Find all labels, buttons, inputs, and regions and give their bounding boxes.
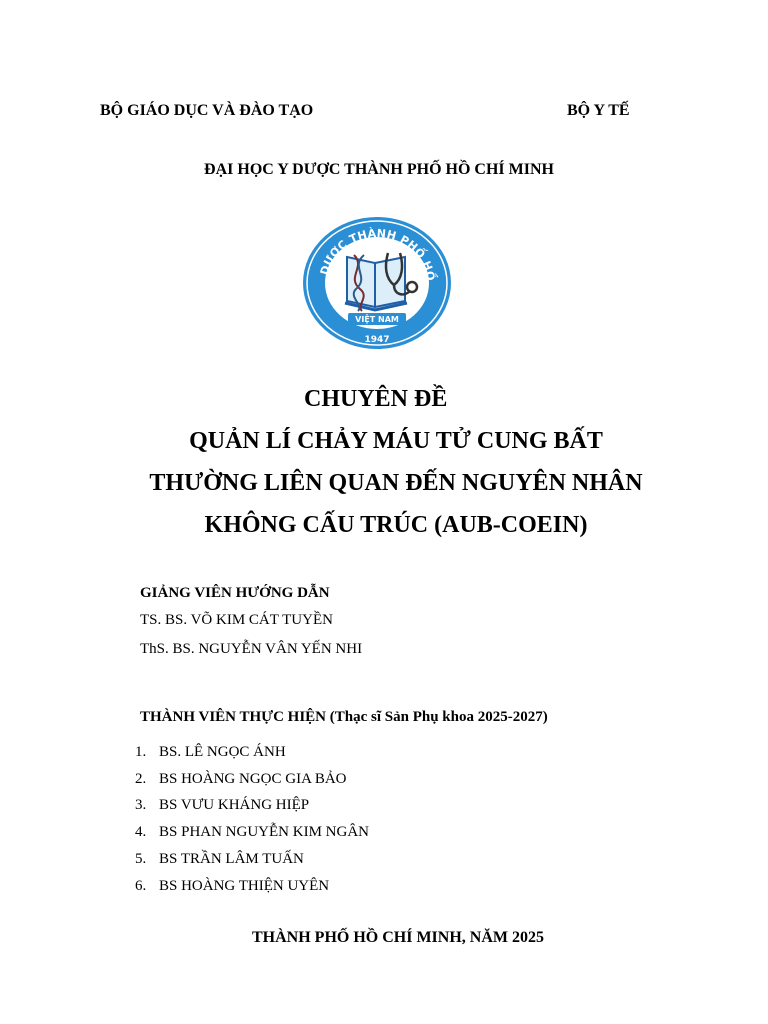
member-list-item	[135, 824, 369, 841]
member-number: 4.	[135, 824, 147, 840]
place-and-year: THÀNH PHỐ HỒ CHÍ MINH, NĂM 2025	[252, 929, 544, 946]
member-number: 5.	[135, 851, 147, 867]
book-icon	[345, 257, 407, 310]
logo-country: VIỆT NAM	[355, 315, 399, 324]
title-line-3: KHÔNG CẤU TRÚC (AUB-COEIN)	[204, 512, 588, 538]
logo-ring-text: DƯỢC THÀNH PHỐ HỒ	[317, 226, 438, 282]
member-name: BS. LÊ NGỌC ÁNH	[159, 744, 286, 760]
ministry-left: BỘ GIÁO DỤC VÀ ĐÀO TẠO	[100, 102, 314, 119]
member-number: 3.	[135, 797, 147, 813]
member-name: BS PHAN NGUYỄN KIM NGÂN	[159, 824, 370, 840]
member-number: 6.	[135, 878, 147, 894]
member-number: 2.	[135, 771, 147, 787]
university-name: ĐẠI HỌC Y DƯỢC THÀNH PHỐ HỒ CHÍ MINH	[204, 161, 554, 178]
member-name: BS TRẦN LÂM TUẤN	[159, 851, 304, 867]
member-name: BS HOÀNG NGỌC GIA BẢO	[159, 771, 347, 787]
member-list-item	[135, 851, 304, 868]
member-list-item	[135, 771, 347, 788]
supervisor-name: ThS. BS. NGUYỄN VÂN YẾN NHI	[140, 641, 363, 657]
member-name: BS HOÀNG THIỆN UYÊN	[159, 878, 330, 894]
supervisor-name: TS. BS. VÕ KIM CÁT TUYỀN	[140, 612, 333, 628]
members-heading: THÀNH VIÊN THỰC HIỆN (Thạc sĩ Sản Phụ khoa 2025-2027)	[140, 709, 548, 725]
member-list-item	[135, 797, 309, 814]
university-logo	[300, 215, 454, 351]
member-list-item	[135, 878, 329, 895]
title-line-1: QUẢN LÍ CHẢY MÁU TỬ CUNG BẤT	[189, 428, 603, 454]
member-name: BS VƯU KHÁNG HIỆP	[159, 797, 310, 813]
title-line-2: THƯỜNG LIÊN QUAN ĐẾN NGUYÊN NHÂN	[149, 470, 643, 496]
member-list-item	[135, 744, 286, 761]
logo-year: 1947	[364, 335, 390, 345]
supervisors-heading: GIẢNG VIÊN HƯỚNG DẪN	[140, 585, 330, 601]
member-number: 1.	[135, 744, 147, 760]
topic-label: CHUYÊN ĐỀ	[304, 386, 448, 412]
ministry-right: BỘ Y TẾ	[567, 102, 630, 119]
